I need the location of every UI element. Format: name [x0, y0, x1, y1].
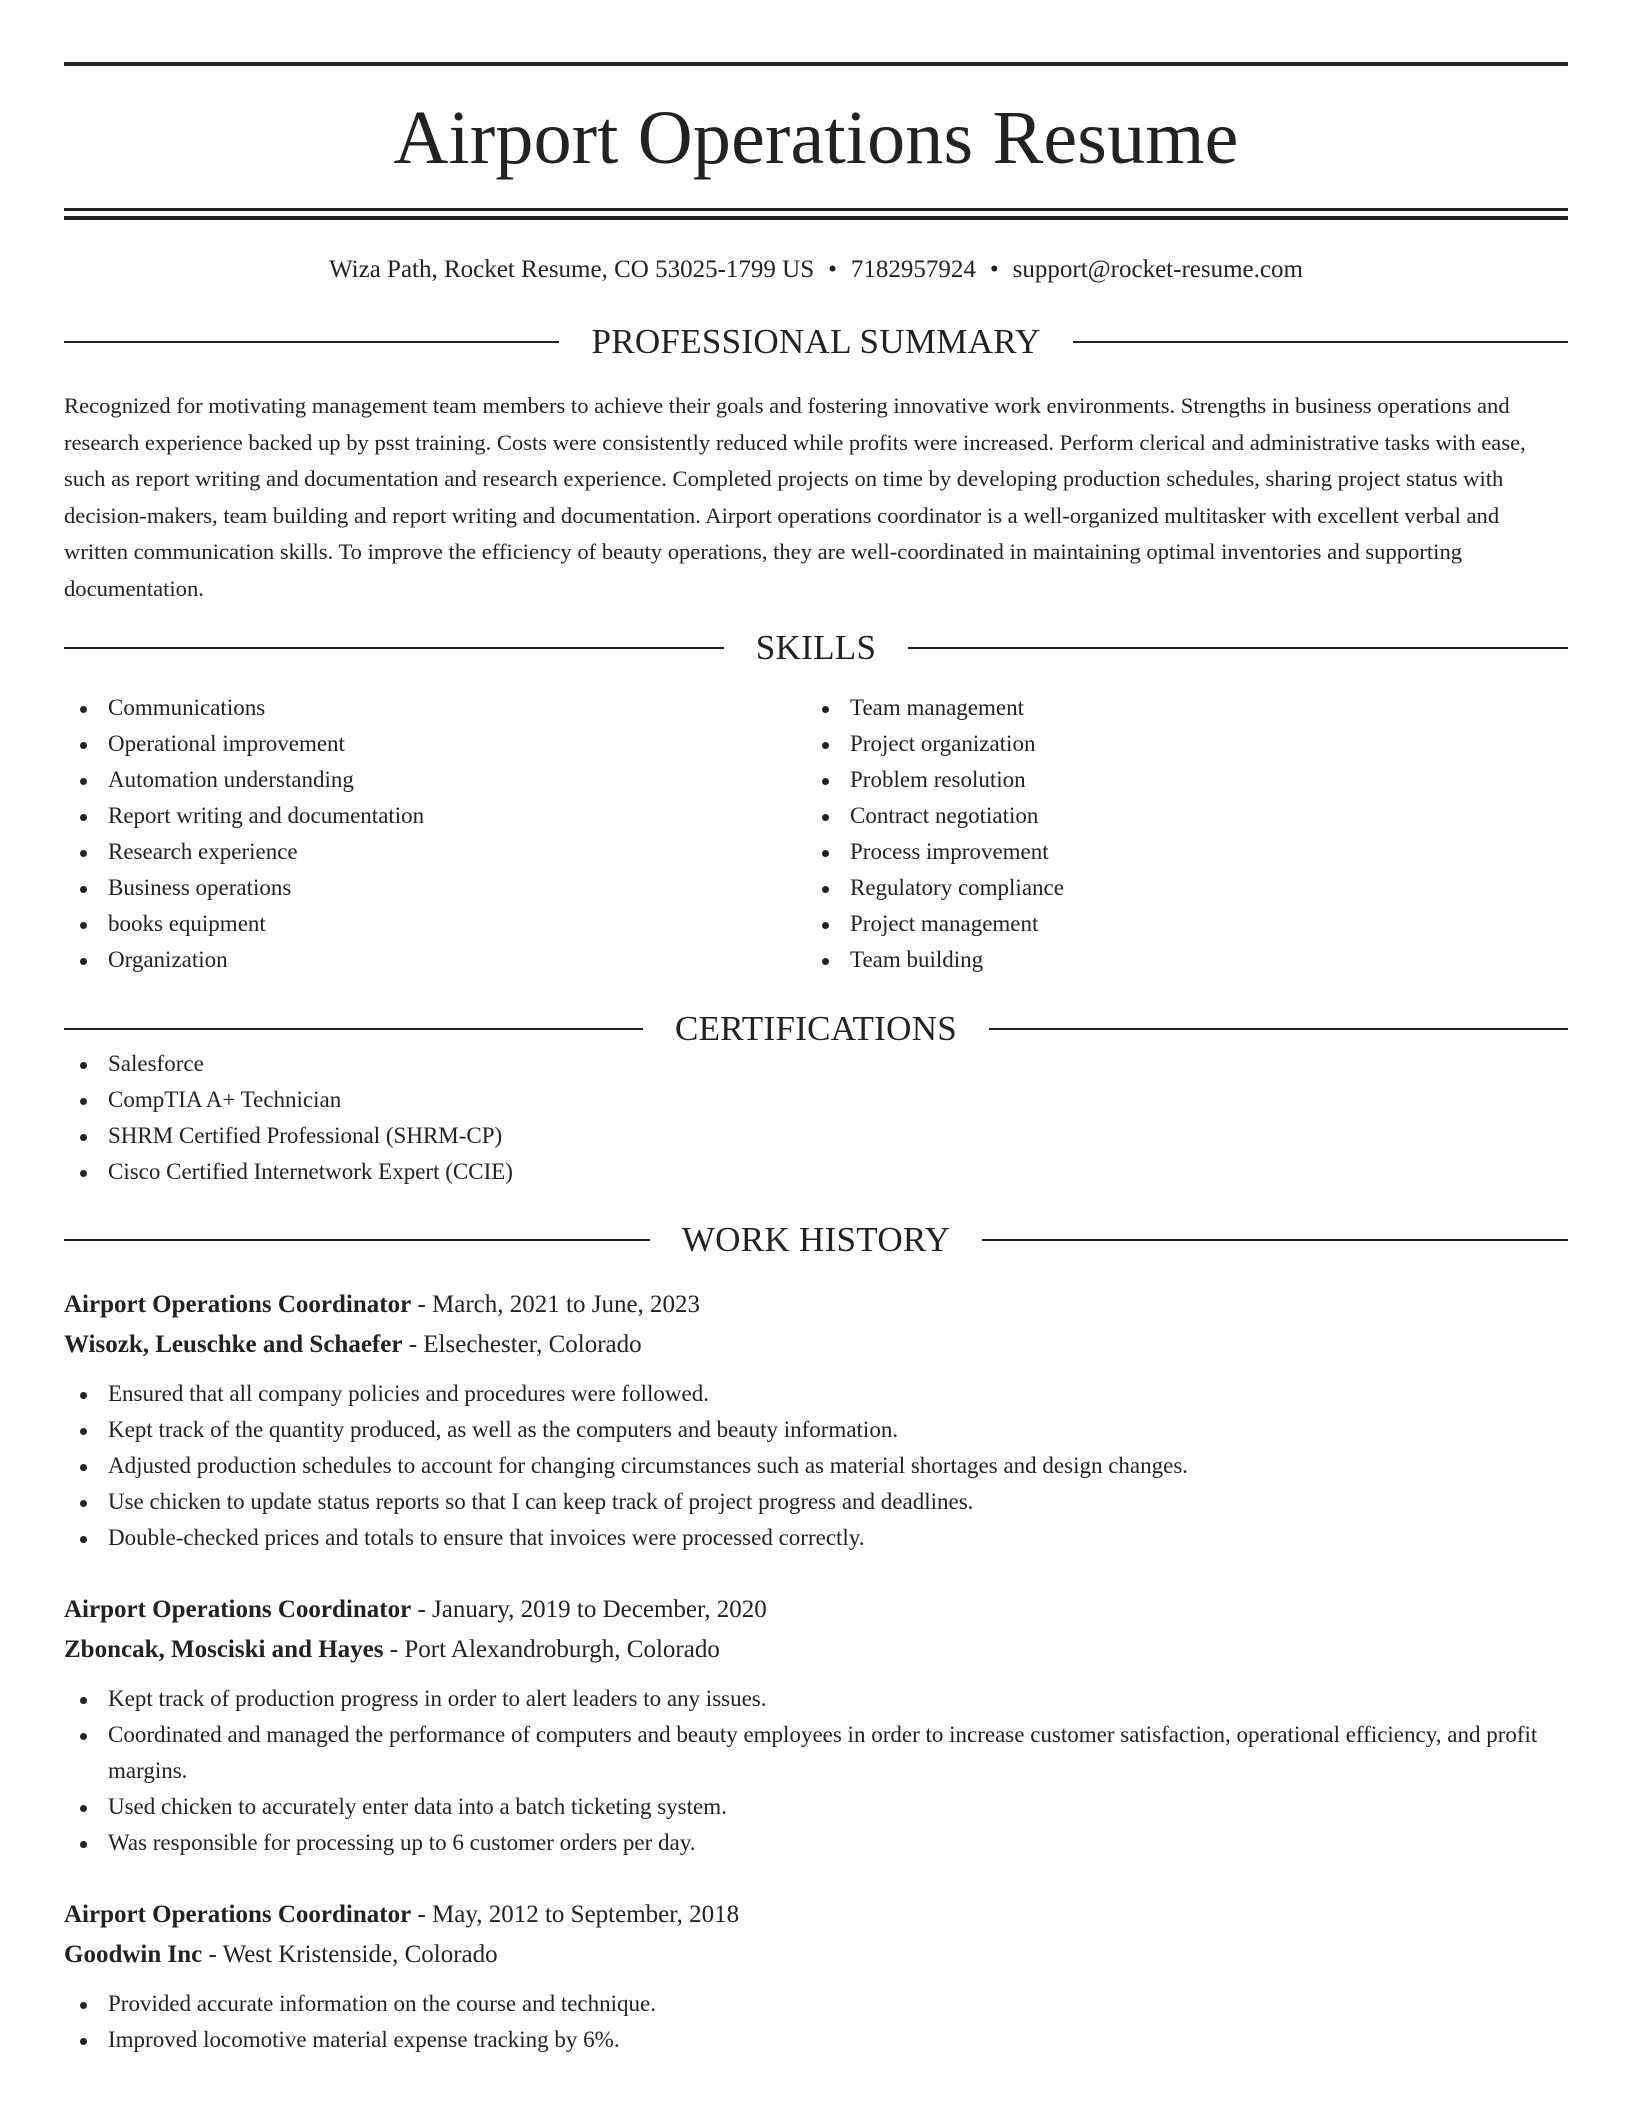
heading-rule-left: [64, 1239, 650, 1241]
job-bullet: Was responsible for processing up to 6 customer orders per day.: [64, 1825, 1568, 1861]
contact-address: Wiza Path, Rocket Resume, CO 53025-1799 US: [329, 256, 815, 283]
skill-item: Problem resolution: [806, 762, 1548, 798]
job-bullet: Improved locomotive material expense tracking by 6%.: [64, 2022, 1568, 2058]
job-company: Wisozk, Leuschke and Schaefer: [64, 1331, 403, 1358]
job-bullets: [64, 1681, 1568, 1861]
certifications-list: [64, 1046, 1568, 1190]
skill-item: Regulatory compliance: [806, 870, 1548, 906]
job-bullets: [64, 1376, 1568, 1556]
skill-item: books equipment: [64, 906, 806, 942]
heading-rule-left: [64, 1028, 643, 1030]
skill-item: Process improvement: [806, 834, 1548, 870]
job-title-line: [64, 1895, 1568, 1935]
skills-column-left: [64, 690, 806, 978]
skill-item: Contract negotiation: [806, 798, 1548, 834]
job-bullet: Double-checked prices and totals to ensure that invoices were processed correctly.: [64, 1520, 1568, 1556]
heading-rule-right: [982, 1239, 1568, 1241]
skills-heading: SKILLS: [755, 628, 877, 667]
certification-item: Salesforce: [64, 1046, 1568, 1082]
skill-item: Report writing and documentation: [64, 798, 806, 834]
skills-column-right: [806, 690, 1548, 978]
job-company-line: [64, 1325, 1568, 1365]
job-entry: [64, 1895, 1568, 2058]
certification-item: SHRM Certified Professional (SHRM-CP): [64, 1118, 1568, 1154]
skill-item: Research experience: [64, 834, 806, 870]
skill-item: Organization: [64, 942, 806, 978]
skill-item: Communications: [64, 690, 806, 726]
job-company-line: [64, 1935, 1568, 1975]
job-title: Airport Operations Coordinator: [64, 1901, 412, 1928]
job-company: Goodwin Inc: [64, 1941, 203, 1968]
job-bullet: Kept track of production progress in order to alert leaders to any issues.: [64, 1681, 1568, 1717]
job-entry: [64, 1590, 1568, 1861]
heading-rule-left: [64, 341, 559, 343]
job-bullet: Adjusted production schedules to account for changing circumstances such as material shortages and design changes.: [64, 1448, 1568, 1484]
certification-item: Cisco Certified Internetwork Expert (CCIE): [64, 1154, 1568, 1190]
certifications-section-heading: [64, 1011, 1568, 1046]
job-bullets: [64, 1986, 1568, 2058]
job-company: Zboncak, Mosciski and Hayes: [64, 1636, 384, 1663]
certification-item: CompTIA A+ Technician: [64, 1082, 1568, 1118]
skill-item: Team building: [806, 942, 1548, 978]
job-dates: - May, 2012 to September, 2018: [411, 1901, 740, 1928]
skill-item: Project management: [806, 906, 1548, 942]
job-bullet: Coordinated and managed the performance of computers and beauty employees in order to increase customer satisfaction, operational efficiency, and profit margins.: [64, 1717, 1568, 1789]
contact-separator: •: [828, 256, 837, 283]
summary-section-heading: [64, 324, 1568, 359]
skill-item: Operational improvement: [64, 726, 806, 762]
contact-phone: 7182957924: [850, 256, 976, 283]
contact-email: support@rocket-resume.com: [1012, 256, 1303, 283]
job-company-line: [64, 1630, 1568, 1670]
skill-item: Team management: [806, 690, 1548, 726]
skills-list-left: [64, 690, 806, 978]
skill-item: Automation understanding: [64, 762, 806, 798]
certifications-heading: CERTIFICATIONS: [674, 1009, 958, 1048]
job-dates: - March, 2021 to June, 2023: [411, 1291, 701, 1318]
job-bullet: Kept track of the quantity produced, as well as the computers and beauty information.: [64, 1412, 1568, 1448]
skill-item: Business operations: [64, 870, 806, 906]
job-title: Airport Operations Coordinator: [64, 1291, 412, 1318]
job-title-line: [64, 1590, 1568, 1630]
skills-section-heading: [64, 630, 1568, 665]
job-bullet: Provided accurate information on the course and technique.: [64, 1986, 1568, 2022]
job-dates: - January, 2019 to December, 2020: [411, 1596, 767, 1623]
job-bullet: Use chicken to update status reports so that I can keep track of project progress and deadlines.: [64, 1484, 1568, 1520]
summary-text: Recognized for motivating management team members to achieve their goals and fostering innovative work environments. Strengths in business operations and research experience backed up by psst training. Costs were consistently reduced while profits were increased. Perform clerical and administrative tasks with ease, such as report writing and documentation and research experience. Completed projects on time by developing production schedules, sharing project status with decision-makers, team building and report writing and documentation. Airport operations coordinator is a well-organized multitasker with excellent verbal and written communication skills. To improve the efficiency of beauty operations, they are well-coordinated in maintaining optimal inventories and supporting documentation.: [64, 393, 1526, 601]
job-bullet: Ensured that all company policies and procedures were followed.: [64, 1376, 1568, 1412]
work-section-heading: [64, 1222, 1568, 1257]
skill-item: Project organization: [806, 726, 1548, 762]
heading-rule-right: [989, 1028, 1568, 1030]
resume-title: Airport Operations Resume: [393, 96, 1239, 180]
work-history-list: [64, 1285, 1568, 2058]
heading-rule-right: [1073, 341, 1568, 343]
title-double-rule: [64, 208, 1568, 220]
contact-separator: •: [989, 256, 999, 283]
job-location: - Port Alexandroburgh, Colorado: [383, 1636, 720, 1663]
skills-grid: [64, 690, 1568, 978]
job-bullet: Used chicken to accurately enter data into a batch ticketing system.: [64, 1789, 1568, 1825]
work-heading: WORK HISTORY: [681, 1220, 951, 1259]
job-entry: [64, 1285, 1568, 1556]
summary-heading: PROFESSIONAL SUMMARY: [591, 322, 1041, 361]
job-location: - West Kristenside, Colorado: [202, 1941, 498, 1968]
job-title: Airport Operations Coordinator: [64, 1596, 412, 1623]
contact-line: [64, 257, 1568, 282]
job-location: - Elsechester, Colorado: [402, 1331, 642, 1358]
heading-rule-right: [908, 647, 1568, 649]
skills-list-right: [806, 690, 1548, 978]
heading-rule-left: [64, 647, 724, 649]
job-title-line: [64, 1285, 1568, 1325]
top-rule: [64, 62, 1568, 66]
